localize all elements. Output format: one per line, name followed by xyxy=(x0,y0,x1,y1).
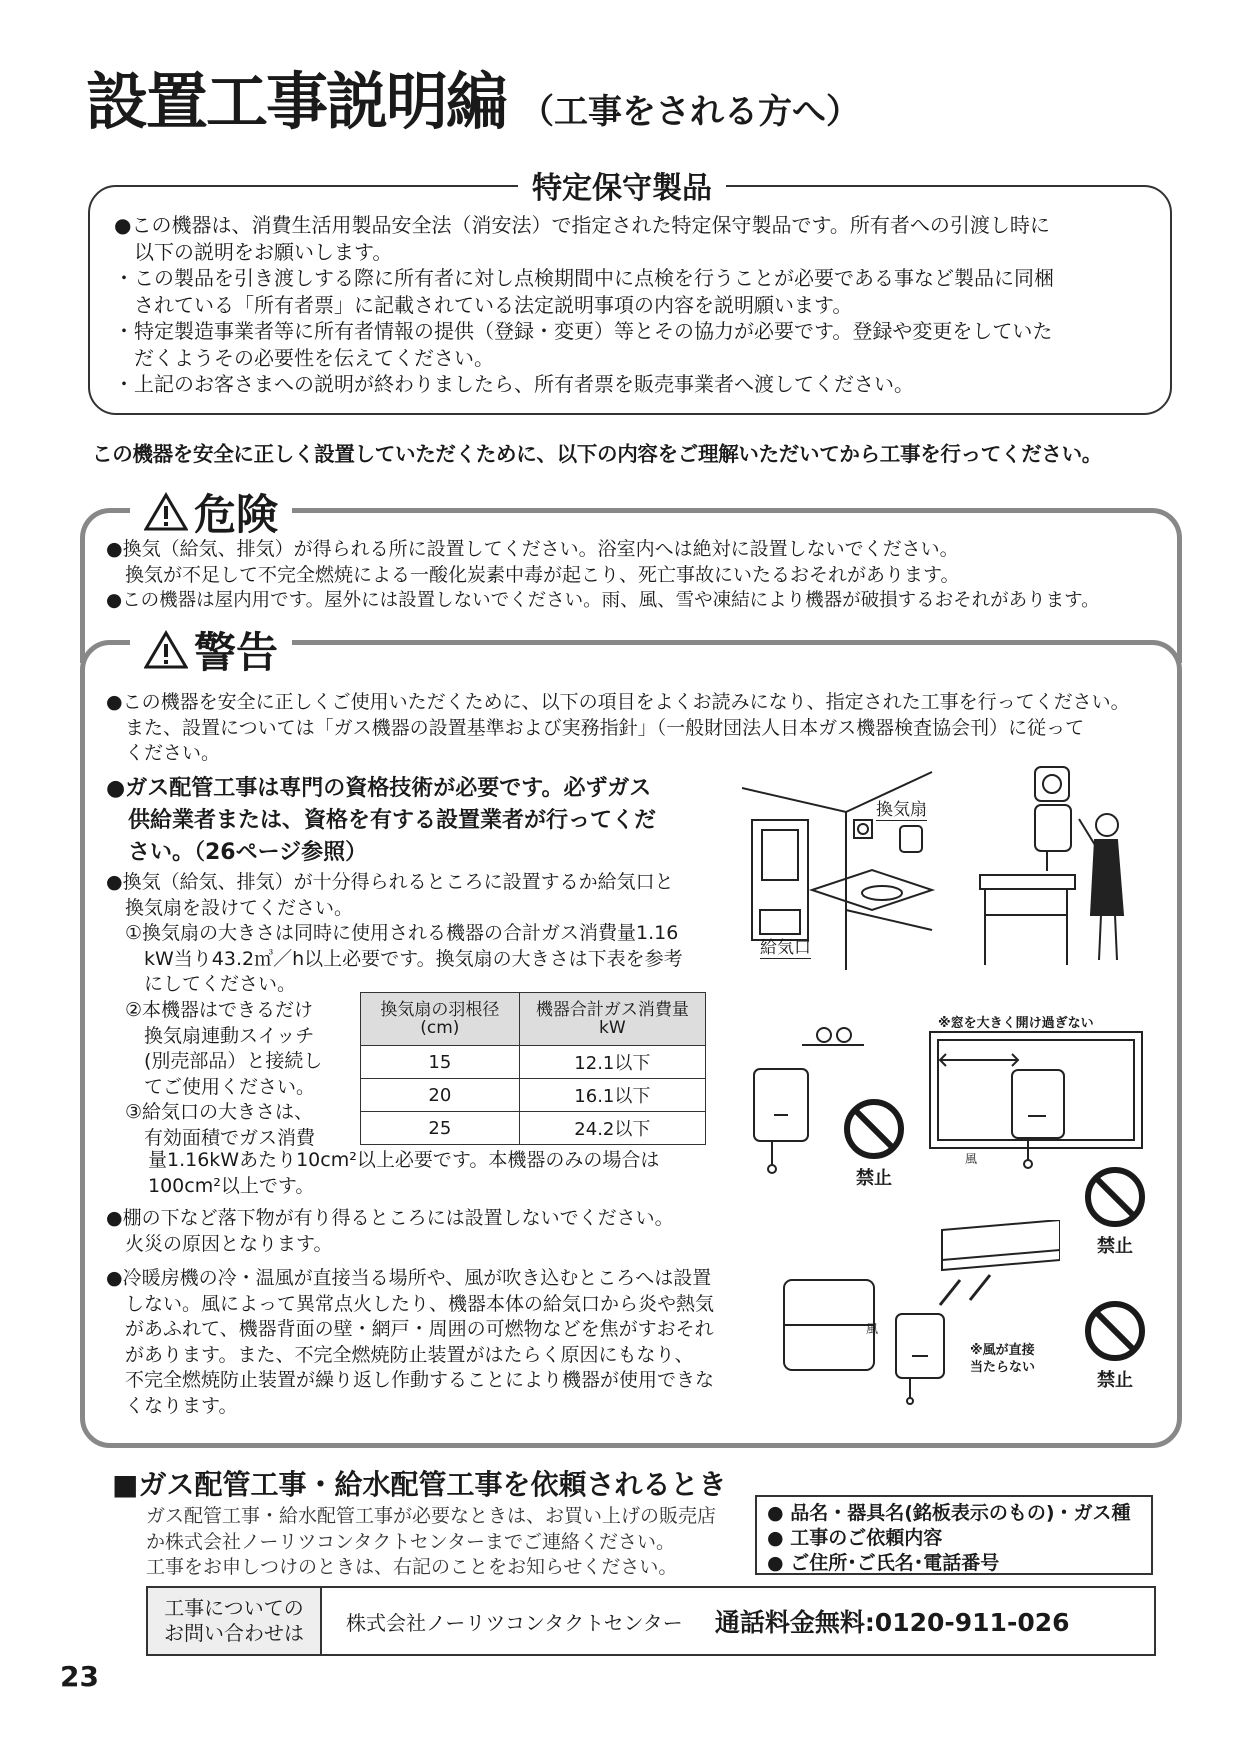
page-title: 設置工事説明編 （工事をされる方へ） xyxy=(86,65,861,138)
request-heading: ■ガス配管工事・給水配管工事を依頼されるとき xyxy=(112,1468,727,1501)
contact-label: 工事についての お問い合わせは xyxy=(148,1588,322,1654)
contact-company: 株式会社ノーリツコンタクトセンター xyxy=(346,1610,683,1635)
wind-label-2: 風 xyxy=(866,1322,879,1336)
tokutei-heading: 特定保守製品 xyxy=(518,163,726,207)
table-header: 換気扇の羽根径 (cm) xyxy=(361,993,520,1046)
fan-label: 換気扇 xyxy=(876,795,927,821)
contact-box xyxy=(146,1586,1156,1656)
warning-heading: 警告 xyxy=(130,620,292,680)
gas-piping-notice: ●ガス配管工事は専門の資格技術が必要です。必ずガス 供給業者または、資格を有する設置業者が行ってくだ さい。（26ページ参照） xyxy=(106,776,657,865)
aircon-illustration xyxy=(780,1220,1060,1405)
request-checklist: ● 品名・器具名(銘板表示のもの)・ガス種 ● 工事のご依頼内容 ● ご住所･ご氏名･電話番号 xyxy=(755,1495,1153,1575)
warning-top-text: ●この機器を安全に正しくご使用いただくために、以下の項目をよくお読みになり、指定された工事を行ってください。 また、設置については「ガス機器の設置基準および実務指針」（一般財団法人日本ガス機器検査協会刊）に従って ください。 xyxy=(106,691,1130,764)
ventilation-text: ●換気（給気、排気）が十分得られるところに設置するか給気口と 換気扇を設けてください。 ①換気扇の大きさは同時に使用される機器の合計ガス消費量1.16 kW当り43.2㎥／h以上必要です。換気扇の大きさは下表を参考 にしてください。 xyxy=(106,871,683,995)
table-row: 20 16.1以下 xyxy=(361,1079,706,1112)
prohibit-sign: 禁止 xyxy=(843,1098,905,1190)
table-row: 15 12.1以下 xyxy=(361,1046,706,1079)
prohibit-sign: 禁止 xyxy=(1084,1166,1146,1258)
window-note: ※窓を大きく開け過ぎない xyxy=(938,1016,1094,1031)
heater-woman-illustration xyxy=(975,765,1140,975)
tokutei-text: ●この機器は、消費生活用製品安全法（消安法）で指定された特定保守製品です。所有者への引渡し時に 以下の説明をお願いします。 ・この製品を引き渡しする際に所有者に対し点検期間中に点検を行うことが必要である事など製品に同梱 されている「所有者票」に記載されている法定説明事項の内容を説明願います。 ・特定製造事業者等に所有者情報の提供（登録・変更）等とその協力が必要です。登録や変更をしていた だくようその必要性を伝えてください。 ・上記のお客さまへの説明が終わりましたら、所有者票を販売事業者へ渡してください。 xyxy=(114,213,1054,396)
warning-triangle-icon xyxy=(144,630,188,670)
wind-label: 風 xyxy=(965,1152,978,1166)
prohibited-icon xyxy=(1084,1300,1146,1362)
warning-triangle-icon xyxy=(144,492,188,532)
request-text: ガス配管工事・給水配管工事が必要なときは、お買い上げの販売店 か株式会社ノーリツコンタクトセンターまでご連絡ください。 工事をお申しつけのときは、右記のことをお知らせください。 xyxy=(146,1505,717,1578)
shelf-text: ●棚の下など落下物が有り得るところには設置しないでください。 火災の原因となります。 xyxy=(106,1207,674,1255)
aircon-text: ●冷暖房機の冷・温風が直接当る場所や、風が吹き込むところへは設置 しない。風によって異常点火したり、機器本体の給気口から炎や熱気 があふれて、機器背面の壁・網戸・周囲の可燃物などを焦がすおそれ があります。また、不完全燃焼防止装置がはたらく原因にもなり、 不完全燃焼防止装置が繰り返し作動することにより機器が使用できな くなります。 xyxy=(106,1267,715,1417)
prohibited-icon xyxy=(1084,1166,1146,1228)
intake-label: 給気口 xyxy=(760,933,811,959)
table-row: 25 24.2以下 xyxy=(361,1112,706,1145)
contact-phone: 通話料金無料:0120-911-026 xyxy=(714,1608,1070,1637)
table-header: 機器合計ガス消費量 kW xyxy=(519,993,705,1046)
intro-text: この機器を安全に正しく設置していただくために、以下の内容をご理解いただいてから工事を行ってください。 xyxy=(92,442,1102,466)
prohibited-icon xyxy=(843,1098,905,1160)
page-number: 23 xyxy=(60,1660,99,1693)
prohibit-sign: 禁止 xyxy=(1084,1300,1146,1392)
wind-note: ※風が直接 当たらない xyxy=(970,1343,1036,1375)
ventilation-text-2: ②本機器はできるだけ 換気扇連動スイッチ (別売部品）と接続し てご使用ください。 ③給気口の大きさは、 有効面積でガス消費 xyxy=(106,999,323,1149)
danger-heading: 危険 xyxy=(130,482,292,542)
ventilation-text-3: 量1.16kWあたり10cm²以上必要です。本機器のみの場合は 100cm²以上です。 xyxy=(148,1149,660,1197)
danger-text: ●換気（給気、排気）が得られる所に設置してください。浴室内へは絶対に設置しないでください。 換気が不足して不完全燃焼による一酸化炭素中毒が起こり、死亡事故にいたるおそれがあります。 ●この機器は屋内用です。屋外には設置しないでください。雨、風、雪や凍結により機器が破損するおそれがあります。 xyxy=(106,538,1100,611)
fan-size-table xyxy=(360,992,706,1145)
